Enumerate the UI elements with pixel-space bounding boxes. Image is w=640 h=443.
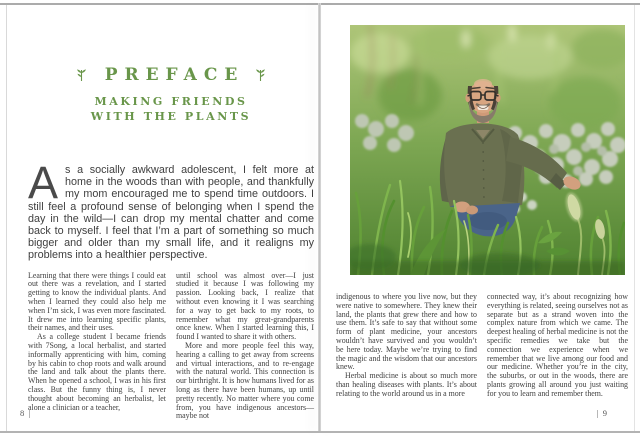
page-right bbox=[322, 5, 632, 432]
right-page-column-2 bbox=[487, 293, 628, 399]
body-paragraph: until school was almost over—I just studied it because I was following my passion. Looking back, I realize that without even knowing it I was searching for a way to get back to my roots, to remember what my great-grandparents once knew. When I started learning this, I found I wanted to share it with others. bbox=[176, 270, 314, 342]
right-page-columns bbox=[336, 293, 628, 399]
right-page-column-1 bbox=[336, 293, 477, 399]
page-edge-left bbox=[6, 5, 7, 431]
left-page-columns bbox=[28, 272, 314, 422]
body-paragraph: Learning that there were things I could eat out there was a revelation, and I started getting to know the individual plants. And when I learned they could also help me when I’m sick, I was even more fascinated. It drew me into learning specific plants, their names, and their uses. bbox=[28, 270, 166, 333]
page-left bbox=[8, 5, 318, 432]
intro-text: s a socially awkward adolescent, I felt more at home in the woods than with people, and thankfully my mom encouraged me to spend time outdoors. I still feel a profound sense of belonging when I spend the day in the wild—I can drop my mental chatter and come back to myself. I feel that I’m a part of something so much bigger and older than my small life, and it realigns my problems into a healthier perspective. bbox=[28, 164, 314, 262]
body-paragraph: connected way, it’s about recognizing how everything is related, seeing ourselves not as separate but as a strand woven into the complex nature from which we came. The deepest healing of herbal medicine is not the specific remedies we take but the connection we experience when we remember that we live among our food and our medicine. Whether you’re in the city, the suburbs, or out in the woods, there are plants growing all around you just waiting for you to learn and remember them. bbox=[487, 292, 628, 398]
preface-header bbox=[28, 5, 314, 124]
left-page-column-1 bbox=[28, 272, 166, 422]
preface-subtitle-line2: WITH THE PLANTS bbox=[90, 110, 252, 123]
leaf-sprig-right-icon bbox=[255, 68, 266, 82]
book-spine bbox=[318, 3, 321, 433]
body-paragraph: More and more people feel this way, hearing a calling to get away from screens and virtual interactions, and to re-engage with the natural world. This connection is our birthright. It is how humans lived for as long as there have been humans, up until pretty recently. No matter where you come from, you have indigenous ancestors—maybe not bbox=[176, 341, 314, 421]
preface-subtitle-line1: MAKING FRIENDS bbox=[94, 95, 248, 108]
page-number-left: 8 | bbox=[20, 408, 32, 418]
left-page-column-2 bbox=[176, 272, 314, 422]
body-paragraph: Herbal medicine is about so much more than healing diseases with plants. It’s about relating to the world around us in a more bbox=[336, 371, 477, 398]
leaf-sprig-left-icon bbox=[76, 68, 87, 82]
drop-cap: A bbox=[28, 157, 59, 208]
field-photo bbox=[350, 25, 625, 275]
page-edge-bottom bbox=[0, 431, 640, 433]
body-paragraph: indigenous to where you live now, but they were native to somewhere. They knew their land, the plants that grew there and how to use them. It’s safe to say that without some form of plant medicine, your ancestors wouldn’t have survived and you wouldn’t be here today. Maybe we’re trying to find the magic and the wisdom that our ancestors knew. bbox=[336, 292, 477, 372]
body-paragraph: As a college student I became friends with 7Song, a local herbalist, and started informally apprenticing with him, coming by his cabin to chop roots and walk around the land and talk about the plants there. When he opened a school, I was in his first class. But the funny thing is, I never thought about becoming an herbalist, let alone a clinician or a teacher, bbox=[28, 332, 166, 412]
intro-paragraph bbox=[28, 157, 314, 262]
preface-title: PREFACE bbox=[104, 65, 245, 85]
page-edge-right bbox=[634, 5, 635, 431]
page-number-right: | 9 bbox=[596, 408, 608, 418]
